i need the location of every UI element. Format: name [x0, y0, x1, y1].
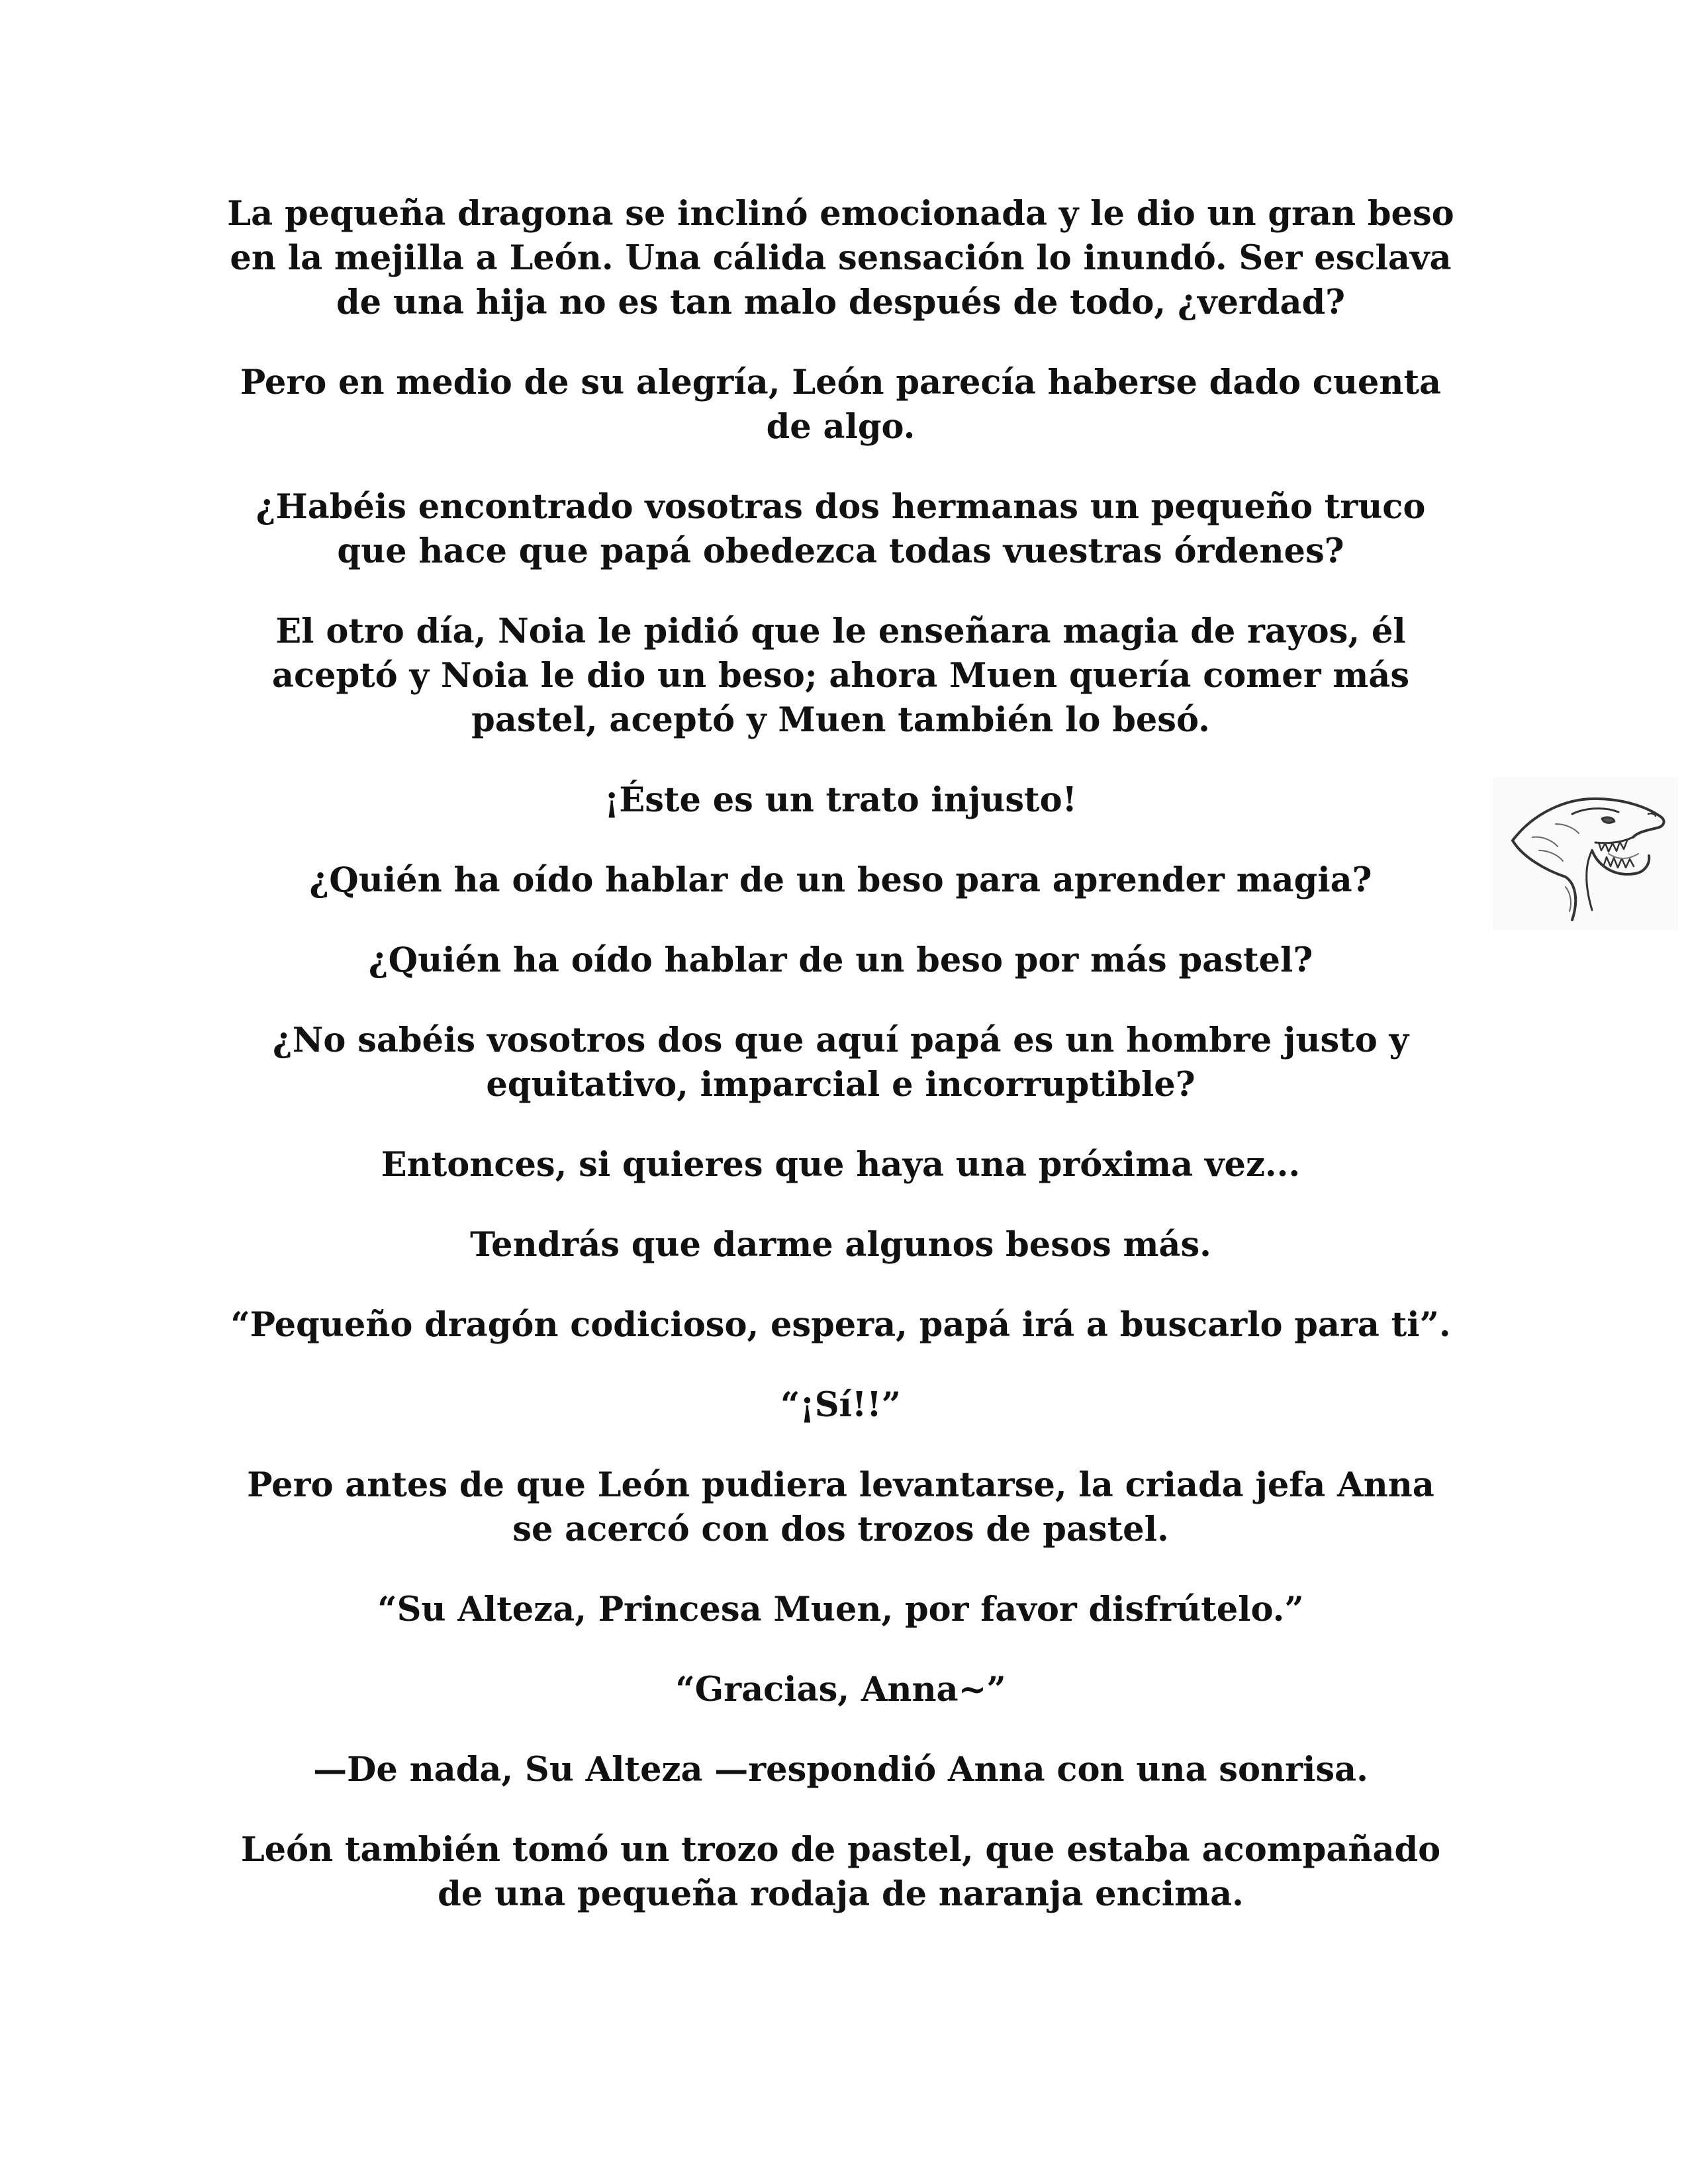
paragraph-15: “Gracias, Anna~”: [675, 1670, 1006, 1709]
paragraph-2: Pero en medio de su alegría, León parecía haberse dado cuenta de algo.: [240, 363, 1442, 447]
paragraph-5: ¡Éste es un trato injusto!: [604, 780, 1078, 820]
story-text: [225, 192, 1456, 1952]
paragraph-16: —De nada, Su Alteza —respondió Anna con una sonrisa.: [313, 1750, 1368, 1790]
paragraph-4: El otro día, Noia le pidió que le enseñara magia de rayos, él aceptó y Noia le dio un beso; ahora Muen quería comer más pastel, aceptó y Muen también lo besó.: [271, 612, 1410, 740]
paragraph-11: “Pequeño dragón codicioso, espera, papá irá a buscarlo para ti”.: [230, 1305, 1451, 1345]
paragraph-14: “Su Alteza, Princesa Muen, por favor disfrútelo.”: [377, 1590, 1304, 1629]
paragraph-17: León también tomó un trozo de pastel, que estaba acompañado de una pequeña rodaja de naranja encima.: [240, 1830, 1441, 1914]
dinosaur-head-sketch-icon: [1493, 778, 1678, 930]
paragraph-6: ¿Quién ha oído hablar de un beso para aprender magia?: [309, 860, 1372, 900]
paragraph-7: ¿Quién ha oído hablar de un beso por más pastel?: [368, 940, 1313, 980]
paragraph-9: Entonces, si quieres que haya una próxima vez...: [381, 1145, 1301, 1185]
paragraph-13: Pero antes de que León pudiera levantarse, la criada jefa Anna se acercó con dos trozos de pastel.: [247, 1465, 1434, 1549]
paragraph-10: Tendrás que darme algunos besos más.: [470, 1225, 1211, 1265]
paragraph-3: ¿Habéis encontrado vosotras dos hermanas un pequeño truco que hace que papá obedezca todas vuestras órdenes?: [256, 487, 1426, 571]
paragraph-1: La pequeña dragona se inclinó emocionada y le dio un gran beso en la mejilla a León. Una cálida sensación lo inundó. Ser esclava de una hija no es tan malo después de todo, ¿verdad?: [227, 194, 1454, 322]
paragraph-8: ¿No sabéis vosotros dos que aquí papá es un hombre justo y equitativo, imparcial e incorruptible?: [272, 1021, 1409, 1105]
paragraph-12: “¡Sí!!”: [780, 1385, 902, 1425]
